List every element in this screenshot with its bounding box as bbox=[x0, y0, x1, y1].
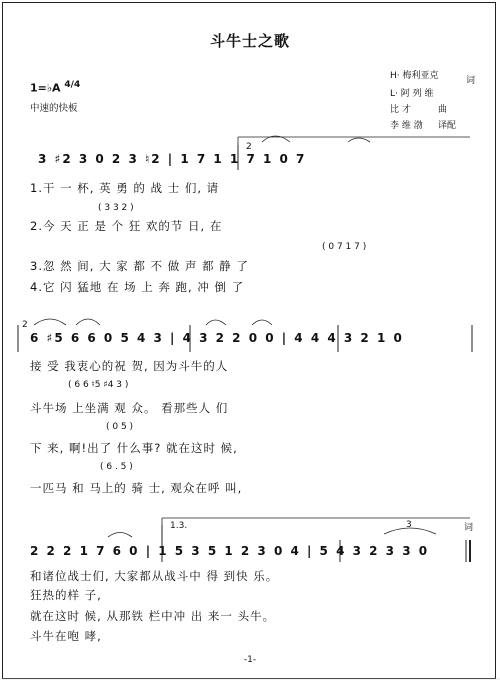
slur bbox=[206, 320, 226, 325]
system2-lyrics-verse3: 下 来, 啊!出了 什么事? 就在这时 候, bbox=[30, 441, 238, 455]
system1-volta-label: 2 bbox=[246, 142, 252, 152]
system3-notes: 2 2 2 1 7 6 0 | 1 5 3 5 1 2 3 0 4 | 5 4 3 2 3 3 0 bbox=[30, 544, 430, 558]
credit-role-translator: 译配 bbox=[438, 121, 457, 131]
system3-lyrics-verse2: 狂热的样 子, bbox=[30, 588, 102, 602]
system3-triplet-mark: 3 bbox=[406, 520, 412, 530]
system3-lyrics-verse4: 斗牛在咆 哮, bbox=[30, 629, 102, 643]
system2-lyrics-verse2: 斗牛场 上坐满 观 众。 看那些人 们 bbox=[30, 401, 229, 415]
system1-annotation-verse2: ( 3 3 2 ) bbox=[98, 203, 134, 213]
system1-lyrics-verse4: 4.它 闪 猛地 在 场 上 奔 跑, 冲 倒 了 bbox=[30, 280, 245, 294]
credit-lyricist-2: L· 阿 列 维 bbox=[390, 89, 434, 99]
system1-annotation-verse3: ( 0 7 1 7 ) bbox=[322, 242, 367, 252]
system1-notes: 3 ♯2 3 0 2 3 ♮2 | 1 7 1 1 7 1 0 7 bbox=[38, 152, 307, 166]
credit-role-music: 曲 bbox=[438, 105, 448, 115]
key-signature: 1=♭A $^{4/4}$ bbox=[30, 80, 81, 95]
credit-lyricist-1: H· 梅利亚克 bbox=[390, 71, 439, 81]
slur bbox=[34, 319, 66, 325]
credit-translator: 李 维 渤 bbox=[390, 121, 423, 131]
page-number: -1- bbox=[243, 655, 257, 665]
time-signature: 4/4 bbox=[64, 80, 81, 90]
system2-annotation-verse2: ( 6 6 ♮5 ♯4 3 ) bbox=[68, 380, 129, 390]
credit-composer: 比 才 bbox=[390, 105, 411, 115]
slur bbox=[76, 319, 100, 325]
system2-annotation-verse4: ( 6 . 5 ) bbox=[100, 462, 133, 472]
system3-lyrics-verse3: 就在这时 候, 从那铁 栏中冲 出 来一 头牛。 bbox=[30, 609, 276, 623]
system2-volta-label: 2 bbox=[22, 320, 28, 330]
slur bbox=[348, 138, 370, 142]
system1-lyrics-verse2: 2.今 天 正 是 个 狂 欢的节 日, 在 bbox=[30, 219, 223, 233]
page-title: 斗牛士之歌 bbox=[209, 32, 290, 50]
system2-lyrics-verse1: 接 受 我衷心的祝 贺, 因为斗牛的人 bbox=[30, 359, 229, 373]
system3-volta-label: 1.3. bbox=[170, 521, 188, 531]
slur bbox=[252, 320, 272, 325]
system2-lyrics-verse4: 一匹马 和 马上的 骑 士, 观众在呼 叫, bbox=[30, 481, 243, 495]
system2-notes: 6 ♯5 6 6 0 5 4 3 | 4 3 2 2 0 0 | 4 4 4 3 2 1 0 bbox=[30, 331, 404, 345]
credit-role-lyrics: 词 bbox=[466, 76, 476, 86]
system1-lyrics-verse1: 1.干 一 杯, 英 勇 的 战 士 们, 请 bbox=[30, 181, 220, 195]
system3-lyrics-verse1: 和诸位战士们, 大家都从战斗中 得 到快 乐。 bbox=[30, 569, 279, 583]
system2-annotation-verse3: ( 0 5 ) bbox=[106, 422, 134, 432]
system1-lyrics-verse3: 3.忽 然 间, 大 家 都 不 做 声 都 静 了 bbox=[30, 259, 249, 273]
system3-side-mark: 词 bbox=[464, 523, 474, 533]
tempo-marking: 中速的快板 bbox=[30, 103, 78, 114]
slur bbox=[108, 533, 132, 538]
